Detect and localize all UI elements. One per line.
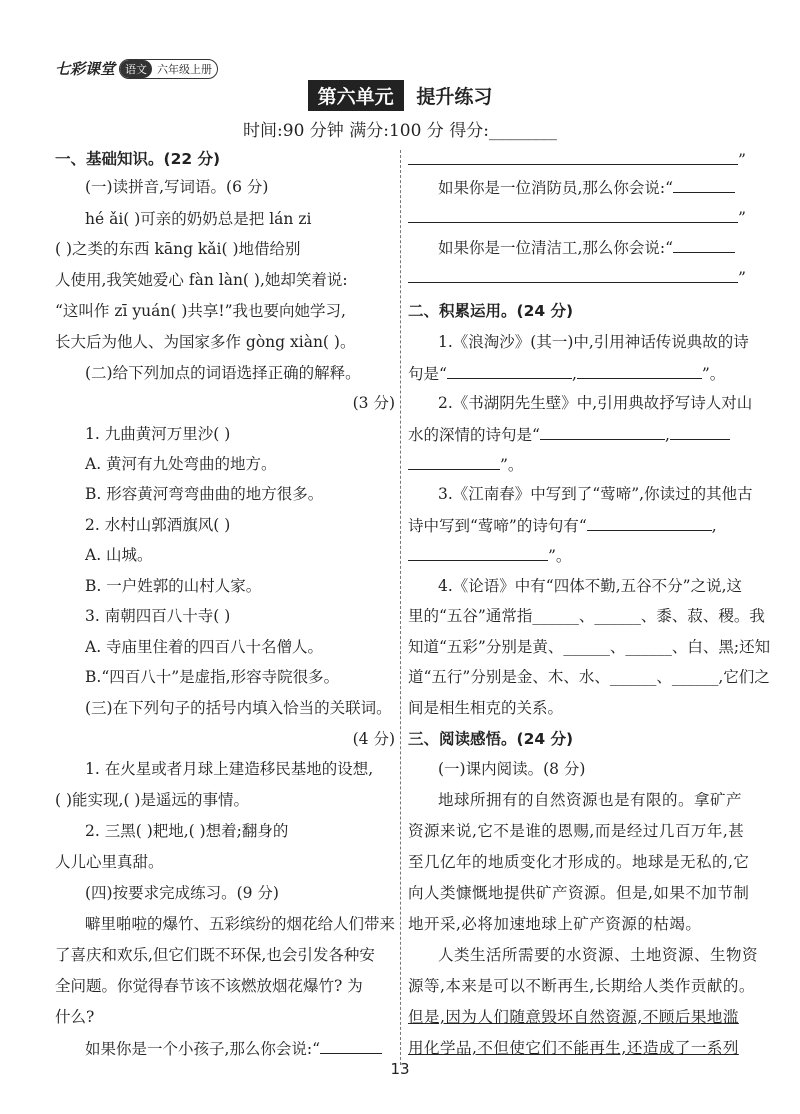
- reading-line-2: 资源来说,它不是谁的恩赐,而是经过几百万年,甚: [408, 822, 745, 840]
- question-1-option-a: A. 黄河有九处弯曲的地方。: [85, 455, 277, 473]
- accum-1-prefix: 句是“: [408, 365, 447, 383]
- accum-3-line-2: 诗中写到“莺啼”的诗句有“ ,: [408, 514, 748, 537]
- accum-3-line-3: [408, 544, 748, 567]
- child-prompt-text: 如果你是一个小孩子,那么你会说:“: [85, 1040, 321, 1058]
- question-1-option-b: B. 形容黄河弯弯曲曲的地方很多。: [85, 485, 324, 503]
- part-3-title: (三)在下列句子的括号内填入恰当的关联词。: [85, 699, 392, 717]
- fireman-answer-line: [408, 206, 748, 229]
- subject-label: 语文: [120, 60, 152, 78]
- accum-2-prefix: 水的深情的诗句是“: [408, 426, 540, 444]
- accum-1-blank-b[interactable]: [577, 362, 702, 379]
- child-answer-blank[interactable]: [320, 1037, 382, 1054]
- accum-1-line-2: 句是“ , ”。: [408, 362, 748, 385]
- accum-4-line-2: 里的“五谷”通常指______、______、黍、菽、稷。我: [408, 607, 765, 625]
- cleaner-answer-blank[interactable]: [673, 236, 735, 253]
- accum-4-line-4: 道“五行”分别是金、木、水、______、______,它们之: [408, 668, 770, 686]
- child-prompt: [55, 1037, 395, 1060]
- reading-line-4: 向人类慷慨地提供矿产资源。但是,如果不加节制: [408, 884, 750, 902]
- conjunction-line-4: 人儿心里真甜。: [55, 853, 164, 871]
- page-number: 13: [390, 1060, 410, 1078]
- pinyin-line-1: hé ǎi( )可亲的奶奶总是把 lán zi: [85, 210, 312, 228]
- grade-label: 六年级上册: [157, 62, 213, 76]
- question-3: 3. 南朝四百八十寺( ): [85, 607, 231, 625]
- section-1-heading: 一、基础知识。(22 分): [55, 150, 221, 168]
- unit-badge: 第六单元: [308, 80, 404, 111]
- accum-2-blank-b[interactable]: [670, 423, 730, 440]
- accum-2-suffix: ”。: [500, 456, 524, 474]
- reading-line-1: 地球所拥有的自然资源也是有限的。拿矿产: [438, 791, 743, 809]
- reading-line-7: 源等,本来是可以不断再生,长期给人类作贡献的。: [408, 977, 755, 995]
- pinyin-line-2: ( )之类的东西 kāng kǎi( )地借给别: [55, 240, 301, 258]
- cleaner-answer-line-blank[interactable]: [408, 266, 738, 283]
- passage-line-4: 什么?: [55, 1008, 95, 1026]
- accum-3-prefix: 诗中写到“莺啼”的诗句有“: [408, 517, 587, 535]
- reading-line-5: 地开采,必将加速地球上矿产资源的枯竭。: [408, 915, 702, 933]
- title-name: 提升练习: [416, 86, 493, 108]
- conjunction-line-1: 1. 在火星或者月球上建造移民基地的设想,: [85, 760, 374, 778]
- section-3-heading: 三、阅读感悟。(24 分): [408, 730, 574, 748]
- accum-3-blank-b[interactable]: [408, 544, 548, 561]
- question-3-option-a: A. 寺庙里住着的四百八十名僧人。: [85, 638, 324, 656]
- part-2-title: (二)给下列加点的词语选择正确的解释。: [85, 364, 361, 382]
- exam-info: 时间:90 分钟 满分:100 分 得分:________: [243, 121, 557, 141]
- passage-line-3: 全问题。你觉得春节该不该燃放烟花爆竹? 为: [55, 977, 363, 995]
- close-quote: ”: [738, 209, 746, 227]
- close-quote: ”: [738, 151, 746, 169]
- passage-line-1: 噼里啪啦的爆竹、五彩缤纷的烟花给人们带来: [85, 915, 396, 933]
- subject-pill: [119, 59, 218, 79]
- pinyin-line-3: 人使用,我笑她爱心 fàn làn( ),她却笑着说:: [55, 271, 348, 289]
- child-answer-line: [408, 148, 748, 171]
- fireman-prompt: [408, 176, 748, 199]
- accum-4-line-1: 4.《论语》中有“四体不勤,五谷不分”之说,这: [438, 577, 742, 595]
- accum-2-blank-c[interactable]: [408, 453, 500, 470]
- cleaner-answer-line: [408, 266, 748, 289]
- fireman-prompt-text: 如果你是一位消防员,那么你会说:“: [438, 179, 674, 197]
- passage-line-2: 了喜庆和欢乐,但它们既不环保,也会引发各种安: [55, 946, 375, 964]
- pinyin-line-5: 长大后为他人、为国家多作 gòng xiàn( )。: [55, 333, 356, 351]
- close-quote: ”: [738, 269, 746, 287]
- question-3-option-b: B.“四百八十”是虚指,形容寺院很多。: [85, 668, 340, 686]
- brand-logo: 七彩课堂: [55, 60, 116, 78]
- brand-header: [55, 58, 218, 79]
- page-title: [0, 80, 800, 111]
- accum-1-suffix: ”。: [701, 365, 726, 383]
- cleaner-prompt: [408, 236, 748, 259]
- pinyin-line-4: “这叫作 zī yuán( )共享!”我也要向她学习,: [55, 302, 346, 320]
- accum-3-blank-a[interactable]: [587, 514, 712, 531]
- accum-1-line-1: 1.《浪淘沙》(其一)中,引用神话传说典故的诗: [438, 333, 749, 351]
- question-2-option-a: A. 山城。: [85, 546, 153, 564]
- fireman-answer-blank[interactable]: [673, 176, 735, 193]
- child-answer-line-blank[interactable]: [408, 148, 738, 165]
- reading-line-3: 至几亿年的地质变化才形成的。地球是无私的,它: [408, 853, 750, 871]
- accum-4-line-3: 知道“五彩”分别是黄、______、______、白、黑;还知: [408, 638, 771, 656]
- reading-line-8: 但是,因为人们随意毁坏自然资源,不顾后果地滥: [408, 1008, 739, 1026]
- accum-2-line-1: 2.《书湖阴先生壁》中,引用典故抒写诗人对山: [438, 394, 753, 412]
- question-2-option-b: B. 一户姓郭的山村人家。: [85, 577, 262, 595]
- accum-2-line-3: [408, 453, 748, 476]
- reading-1-title: (一)课内阅读。(8 分): [438, 760, 586, 778]
- question-2: 2. 水村山郭酒旗风( ): [85, 516, 231, 534]
- fireman-answer-line-blank[interactable]: [408, 206, 738, 223]
- conjunction-line-3: 2. 三黑( )耙地,( )想着;翻身的: [85, 822, 289, 840]
- cleaner-prompt-text: 如果你是一位清洁工,那么你会说:“: [438, 239, 674, 257]
- reading-line-6: 人类生活所需要的水资源、土地资源、生物资: [438, 946, 759, 964]
- accum-1-blank-a[interactable]: [447, 362, 572, 379]
- section-2-heading: 二、积累运用。(24 分): [408, 302, 574, 320]
- conjunction-line-2: ( )能实现,( )是遥远的事情。: [55, 791, 249, 809]
- column-divider: [400, 150, 401, 1065]
- accum-3-line-1: 3.《江南春》中写到了“莺啼”,你读过的其他古: [438, 485, 753, 503]
- part-2-score: (3 分): [352, 394, 395, 412]
- part-1-title: (一)读拼音,写词语。(6 分): [85, 178, 269, 196]
- accum-4-line-5: 间是相生相克的关系。: [408, 699, 564, 717]
- part-3-score: (4 分): [352, 730, 395, 748]
- accum-2-blank-a[interactable]: [540, 423, 665, 440]
- accum-2-line-2: 水的深情的诗句是“ ,: [408, 423, 748, 446]
- reading-line-9: 用化学品,不但使它们不能再生,还造成了一系列: [408, 1039, 739, 1057]
- part-4-title: (四)按要求完成练习。(9 分): [85, 884, 279, 902]
- accum-3-suffix: ”。: [548, 547, 572, 565]
- question-1: 1. 九曲黄河万里沙( ): [85, 425, 231, 443]
